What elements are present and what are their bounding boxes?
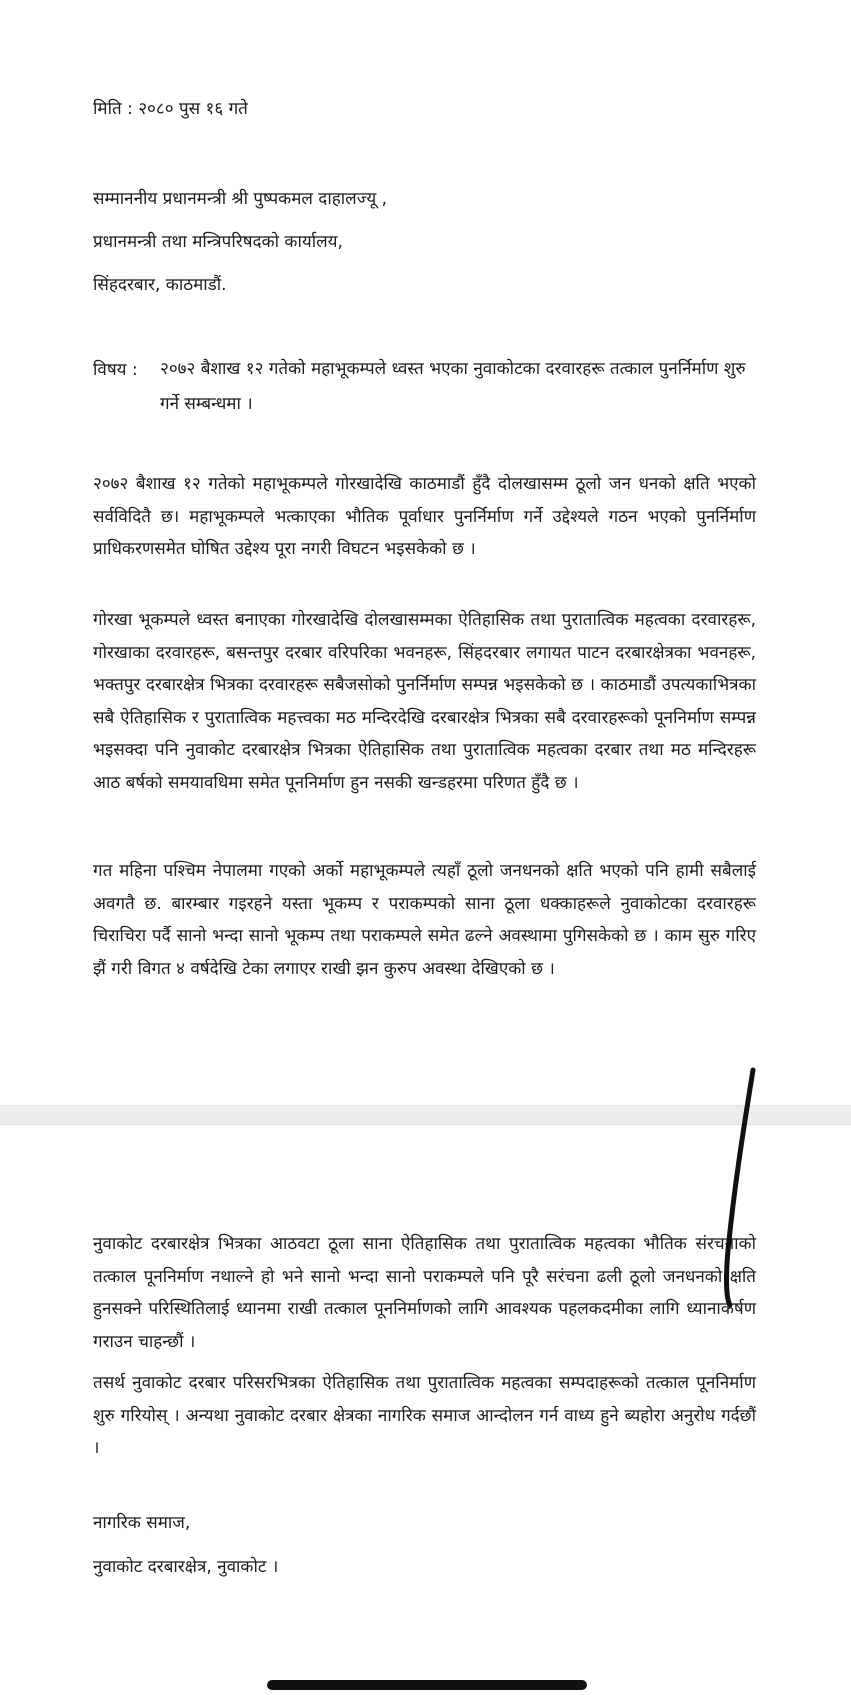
body-paragraph-5: तसर्थ नुवाकोट दरबार परिसरभित्रका ऐतिहासिक तथा पुरातात्विक महत्वका सम्पदाहरूको तत्काल पूननिर्माण शुरु गरियोस् । अन्यथा नुवाकोट दरबार क्षेत्रका नागरिक समाज आन्दोलन गर्न वाध्य हुने ब्यहोरा अनुरोध गर्दछौं । [93, 1373, 756, 1458]
signature-org: नागरिक समाज, [93, 1513, 191, 1533]
signature-location: नुवाकोट दरबारक्षेत्र, नुवाकोट । [93, 1557, 279, 1577]
subject-text: २०७२ बैशाख १२ गतेको महाभूकम्पले ध्वस्त भएका नुवाकोटका दरवारहरू तत्काल पुनर्निर्माण शुरु गर्ने सम्बन्धमा । [160, 359, 746, 414]
letter-date: मिति : २०८० पुस १६ गते [93, 99, 248, 119]
body-paragraph-2: गोरखा भूकम्पले ध्वस्त बनाएका गोरखादेखि दोलखासम्मका ऐतिहासिक तथा पुरातात्विक महत्वका दरवारहरू, गोरखाका दरवारहरू, बसन्तपुर दरबार वरिपरिका भवनहरू, सिंहदरबार लगायत पाटन दरबारक्षेत्रका भवनहरू, भक्तपुर दरबारक्षेत्र भित्रका दरवारहरू सबैजसोको पुनर्निर्माण सम्पन्न भइसकेको छ । काठमाडौं उपत्यकाभित्रका सबै ऐतिहासिक र पुरातात्विक महत्त्वका मठ मन्दिरदेखि दरबारक्षेत्र भित्रका सबै दरवारहरूको पूननिर्माण सम्पन्न भइसक्दा पनि नुवाकोट दरबारक्षेत्र भित्रका ऐतिहासिक तथा पुरातात्विक महत्वका दरबार तथा मठ मन्दिरहरू आठ बर्षको समयावधिमा समेत पूननिर्माण हुन नसकी खन्डहरमा परिणत हुँदै छ । [93, 610, 756, 793]
recipient-office: प्रधानमन्त्री तथा मन्त्रिपरिषदको कार्यालय, [93, 232, 343, 252]
home-indicator-bar[interactable] [267, 1680, 587, 1690]
subject-label: विषय : [93, 360, 138, 380]
body-paragraph-1: २०७२ बैशाख १२ गतेको महाभूकम्पले गोरखादेखि काठमाडौं हुँदै दोलखासम्म ठूलो जन धनको क्षति भएको सर्वविदितै छ। महाभूकम्पले भत्काएका भौतिक पूर्वाधार पुनर्निर्माण गर्ने उद्देश्यले गठन भएको पुनर्निर्माण प्राधिकरणसमेत घोषित उद्देश्य पूरा नगरी विघटन भइसकेको छ । [93, 474, 756, 559]
recipient-address: सिंहदरबार, काठमाडौं. [93, 275, 227, 295]
recipient-name: सम्माननीय प्रधानमन्त्री श्री पुष्पकमल दाहालज्यू , [93, 189, 388, 209]
page-break-separator [0, 1105, 851, 1125]
body-paragraph-4: नुवाकोट दरबारक्षेत्र भित्रका आठवटा ठूला साना ऐतिहासिक तथा पुरातात्विक महत्वका भौतिक संरचनाको तत्काल पूननिर्माण नथाल्ने हो भने सानो भन्दा सानो पराकम्पले पनि पूरै सरंचना ढली ठूलो जनधनको क्षति हुनसक्ने परिस्थितिलाई ध्यानमा राखी तत्काल पूननिर्माणको लागि आवश्यक पहलकदमीका लागि ध्यानाकर्षण गराउन चाहन्छौं । [93, 1234, 756, 1352]
body-paragraph-3: गत महिना पश्चिम नेपालमा गएको अर्को महाभूकम्पले त्यहाँ ठूलो जनधनको क्षति भएको पनि हामी सबैलाई अवगतै छ. बारम्बार गइरहने यस्ता भूकम्प र पराकम्पको साना ठूला धक्काहरूले नुवाकोटका दरवारहरू चिराचिरा पर्दै सानो भन्दा सानो भूकम्प तथा पराकम्पले समेत ढल्ने अवस्थामा पुगिसकेको छ । काम सुरु गरिए झैं गरी विगत ४ वर्षदेखि टेका लगाएर राखी झन कुरुप अवस्था देखिएको छ । [93, 861, 756, 979]
